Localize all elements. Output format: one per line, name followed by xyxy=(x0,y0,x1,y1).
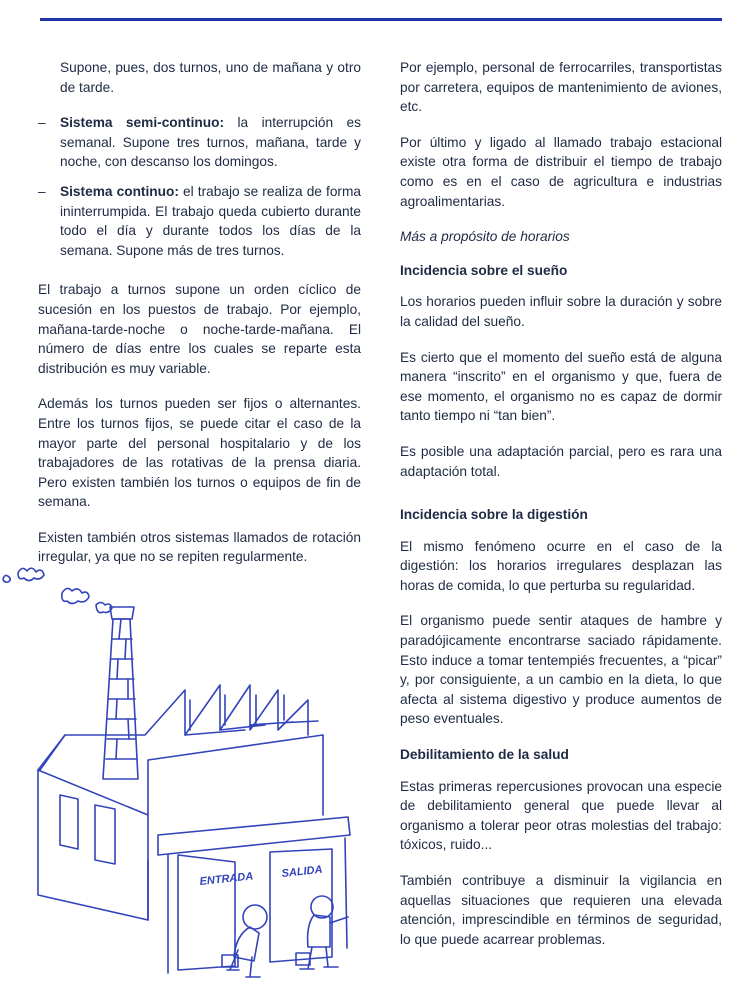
paragraph: Es cierto que el momento del sueño está de alguna manera “inscrito” en el organismo y que, fuera de ese momento, el organismo no es capaz de dormir tanto tiempo ni “tan bien”. xyxy=(400,349,722,424)
smoke-icon xyxy=(3,568,112,612)
bullet-text: la interrupción es semanal. Supone tres turnos, mañana, tarde y noche, con descanso los domingos. xyxy=(60,115,361,170)
paragraph: El organismo puede sentir ataques de hambre y paradójicamente encontrarse saciado rápidamente. Esto induce a tomar tentempiés frecuentes, a “picar” y, por consiguiente, a un cambio en la dieta, lo que afecta al sistema digestivo y produce aumentos de peso eventuales. xyxy=(400,613,722,727)
paragraph: El mismo fenómeno ocurre en el caso de la digestión: los horarios irregulares desplazan las horas de comida, lo que perturba su regularidad. xyxy=(400,538,722,593)
sawtooth-roof xyxy=(40,685,318,770)
heading-sueno: Incidencia sobre el sueño xyxy=(400,262,568,278)
heading-digestion: Incidencia sobre la digestión xyxy=(400,507,588,523)
sign-salida: SALIDA xyxy=(281,863,324,880)
chimney xyxy=(103,607,138,779)
paragraph: Los horarios pueden influir sobre la duración y sobre la calidad del sueño. xyxy=(400,294,722,329)
sign-entrada: ENTRADA xyxy=(199,870,254,888)
heading-salud: Debilitamiento de la salud xyxy=(400,747,569,763)
paragraph: Es posible una adaptación parcial, pero es rara una adaptación total. xyxy=(400,443,722,479)
bullet-continuo xyxy=(38,182,361,260)
section-subtitle: Más a propósito de horarios xyxy=(400,229,570,245)
paragraph: Por último y ligado al llamado trabajo estacional existe otra forma de distribuir el tiempo de trabajo como es en el caso de agricultura e industrias agroalimentarias. xyxy=(400,134,722,209)
right-column xyxy=(400,58,722,965)
top-rule xyxy=(40,18,722,21)
worker-entering-figure xyxy=(222,905,267,977)
bullet-term: Sistema continuo: xyxy=(60,183,179,199)
paragraph: También contribuye a disminuir la vigilancia en aquellas situaciones que requieren una elevada atención, imprescindible en términos de seguridad, lo que puede acarrear problemas. xyxy=(400,873,722,947)
bullet-semi-continuo xyxy=(38,113,361,172)
bullet-text: el trabajo se realiza de forma ininterrumpida. El trabajo queda cubierto durante todo el día y durante todos los días de la semana. Supone más de tres turnos. xyxy=(60,183,362,258)
continuation-text: Supone, pues, dos turnos, uno de mañana y otro de tarde. xyxy=(60,60,361,95)
bullet-term: Sistema semi-continuo: xyxy=(60,115,225,131)
bullet-dash: – xyxy=(38,115,46,131)
paragraph: Existen también otros sistemas llamados de rotación irregular, ya que no se repiten regularmente. xyxy=(38,529,361,565)
paragraph: Estas primeras repercusiones provocan una especie de debilitamiento general que puede llevar al organismo a tolerar peor otras molestias del trabajo: tóxicos, ruido... xyxy=(400,778,722,853)
bullet-dash: – xyxy=(38,183,46,199)
factory-illustration xyxy=(0,555,372,1000)
paragraph: Por ejemplo, personal de ferrocarriles, transportistas por carretera, equipos de mantenimiento de aviones, etc. xyxy=(400,60,722,115)
entrance-canopy xyxy=(158,817,350,973)
left-column xyxy=(38,58,361,583)
paragraph: El trabajo a turnos supone un orden cíclico de sucesión en los puestos de trabajo. Por ejemplo, mañana-tarde-noche o noche-tarde-mañana. El número de días entre los cuales se reparte esta distribución es muy variable. xyxy=(38,282,361,376)
factory-building xyxy=(38,735,323,920)
paragraph: Además los turnos pueden ser fijos o alternantes. Entre los turnos fijos, se puede citar el caso de la mayor parte del personal hospitalario y de los trabajadores de las rotativas de la prensa diaria. Pero existen también los turnos o equipos de fin de semana. xyxy=(38,396,361,510)
